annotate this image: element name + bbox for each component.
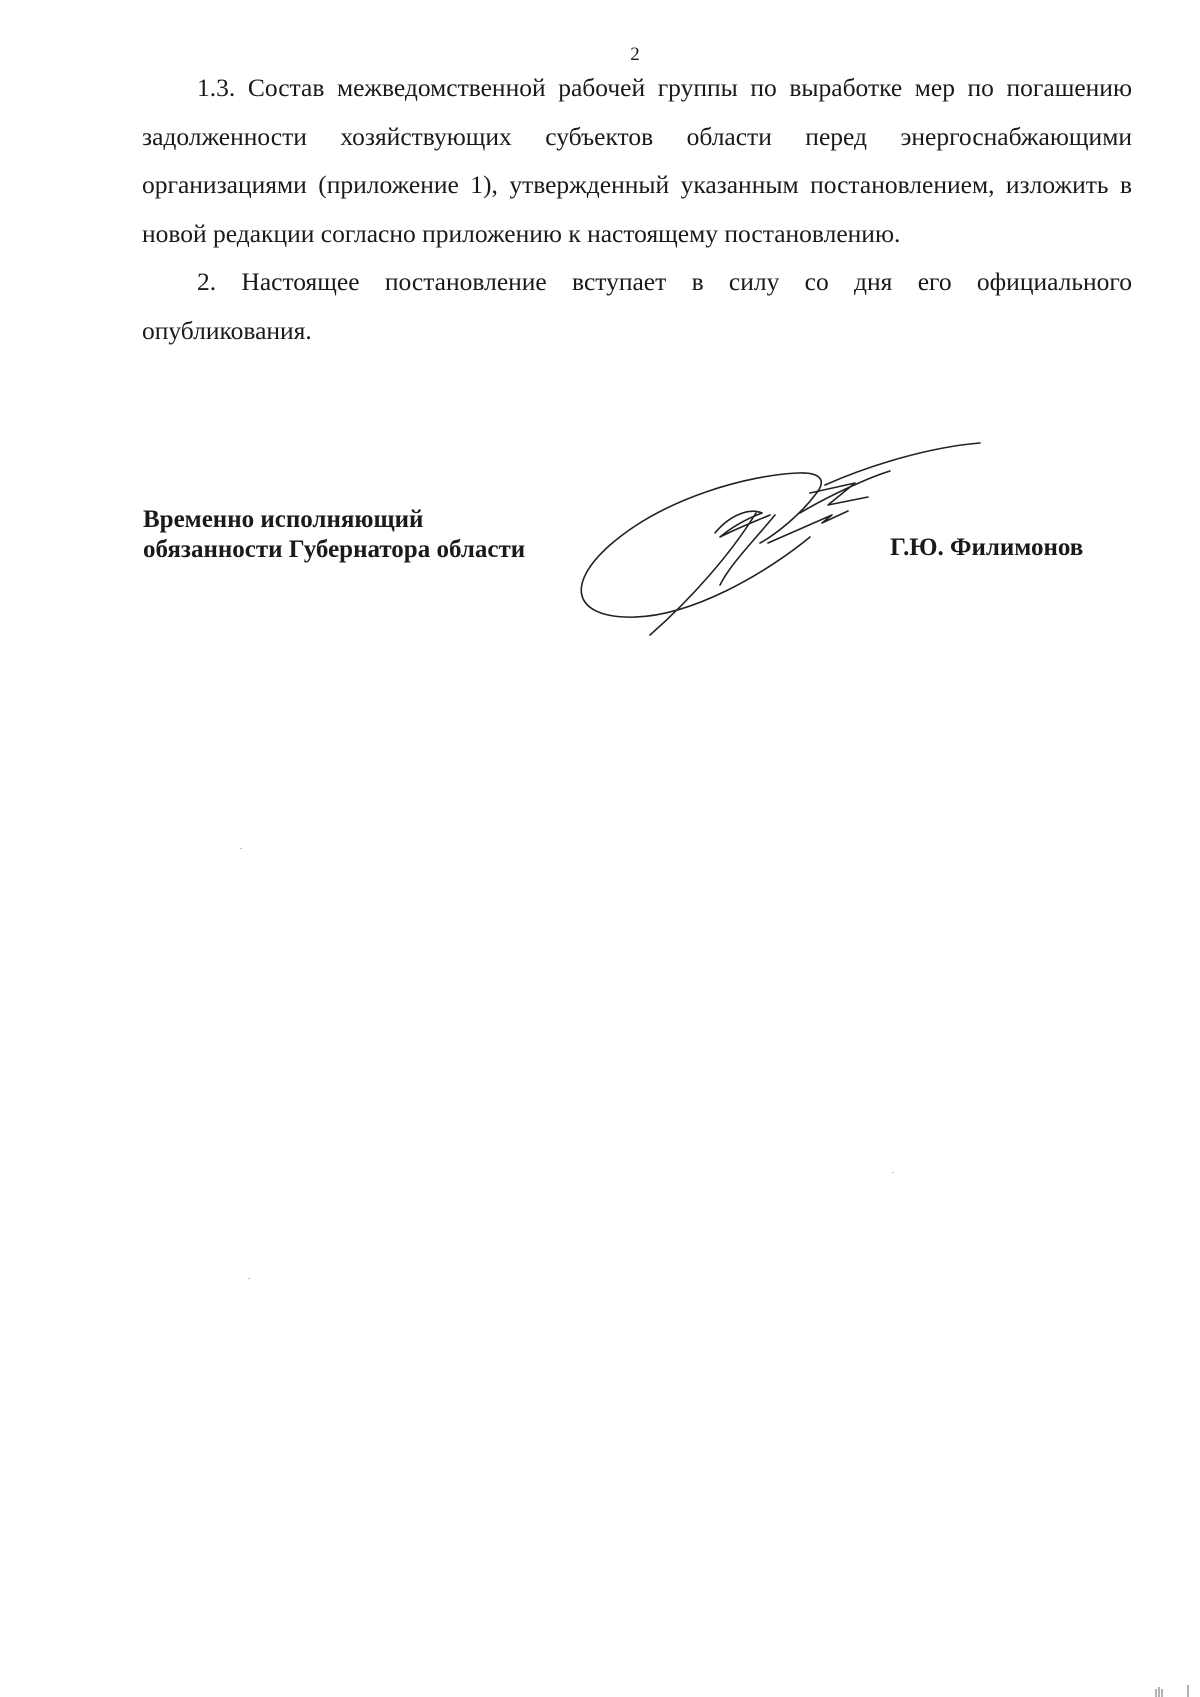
document-body xyxy=(142,64,1132,355)
scan-speck xyxy=(248,1278,250,1279)
signatory-name: Г.Ю. Филимонов xyxy=(890,534,1084,561)
signatory-title-line2: обязанности Губернатора области xyxy=(143,536,526,563)
scan-edge-marks xyxy=(1152,1683,1192,1697)
page-number: 2 xyxy=(630,44,640,65)
paragraph-2: 2. Настоящее постановление вступает в силу со дня его официального опубликования. xyxy=(142,267,1132,345)
paragraph-1-3: 1.3. Состав межведомственной рабочей группы по выработке мер по погашению задолженности хозяйствующих субъектов области перед энергоснабжающими организациями (приложение 1), утвержденный указанным постановлением, изложить в новой редакции согласно приложению к настоящему постановлению. xyxy=(142,73,1132,248)
signatory-title-line1: Временно исполняющий xyxy=(143,506,424,533)
scan-speck xyxy=(240,848,242,849)
scan-speck xyxy=(892,1172,894,1173)
signatory-title xyxy=(143,505,525,565)
